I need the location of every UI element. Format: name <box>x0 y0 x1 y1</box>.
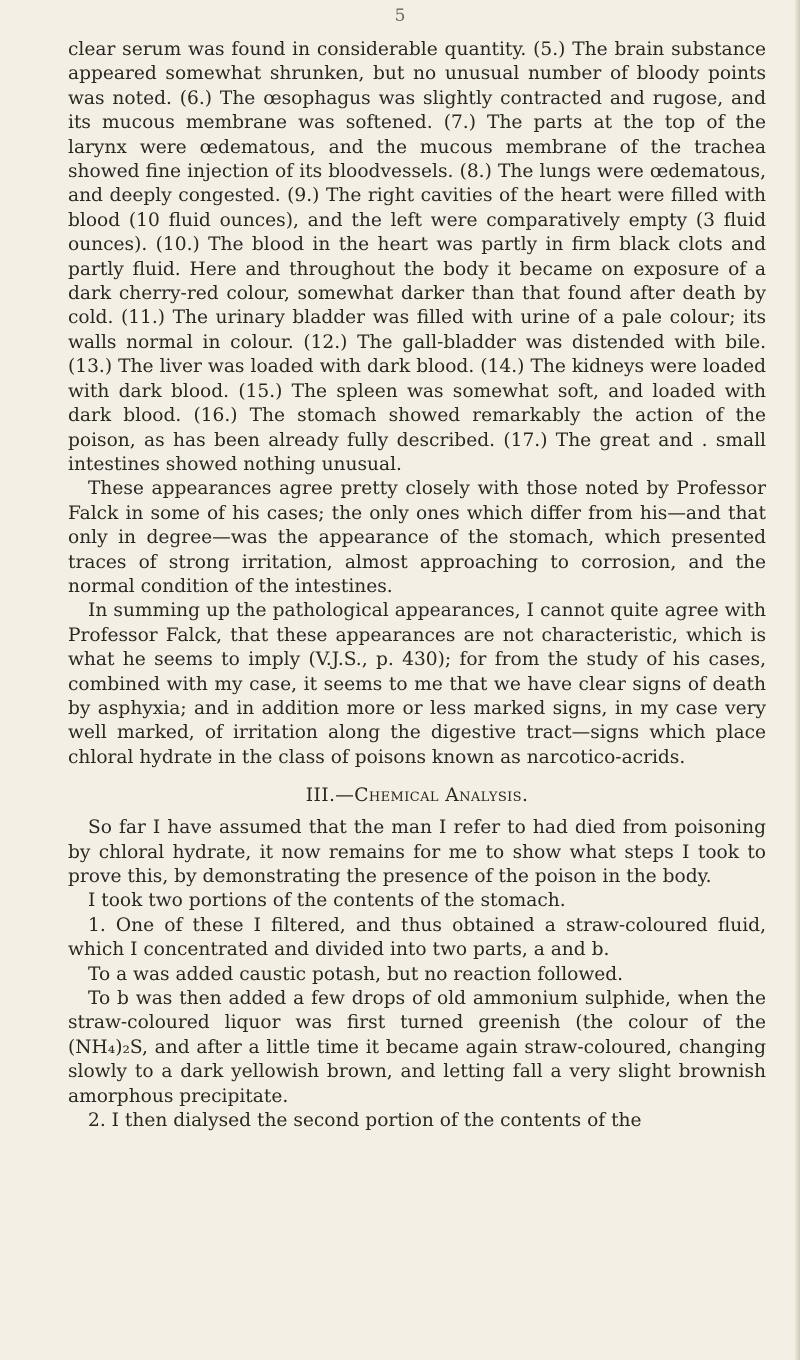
paragraph-second-portion: 2. I then dialysed the second portion of the contents of the <box>88 1110 642 1132</box>
paragraph-summary-pathology: In summing up the pathological appearances, I cannot quite agree with Professor Falck, that these appearances are not characteristic, which is what he seems to imply (V.J.S., p. 430); for from the study of his cases, combined with my case, it seems to me that we have clear signs of death by asphyxia; and in addition more or less marked signs, in my case very well marked, of irritation along the digestive tract—signs which place chloral hydrate in the class of poisons known as narcotico-acrids. <box>68 600 766 768</box>
section-heading <box>68 784 766 808</box>
section-heading-text: Chemical Analysis. <box>354 785 529 807</box>
paragraph-test-b: To b was then added a few drops of old ammonium sulphide, when the straw-coloured liquor was first turned greenish (the colour of the (NH₄)₂S, and after a little time it became again straw-coloured, changing slowly to a dark yellowish brown, and letting fall a very slight brownish amorphous precipitate. <box>68 988 766 1107</box>
paragraph-autopsy-findings: clear serum was found in considerable quantity. (5.) The brain substance appeared somewhat shrunken, but no unusual number of bloody points was noted. (6.) The œsophagus was slightly contracted and rugose, and its mucous membrane was softened. (7.) The parts at the top of the larynx were œdematous, and the mucous membrane of the trachea showed fine injection of its bloodvessels. (8.) The lungs were œdematous, and deeply congested. (9.) The right cavities of the heart were filled with blood (10 fluid ounces), and the left were comparatively empty (3 fluid ounces). (10.) The blood in the heart was partly in firm black clots and partly fluid. Here and throughout the body it became on exposure of a dark cherry-red colour, somewhat darker than that found after death by cold. (11.) The urinary bladder was filled with urine of a pale colour; its walls normal in colour. (12.) The gall-bladder was distended with bile. (13.) The liver was loaded with dark blood. (14.) The kidneys were loaded with dark blood. (15.) The spleen was somewhat soft, and loaded with dark blood. (16.) The stomach showed remarkably the action of the poison, as has been already fully described. (17.) The great and . small intestines showed nothing unusual. <box>68 39 766 475</box>
paragraph-first-portion: 1. One of these I filtered, and thus obtained a straw-coloured fluid, which I concentrated and divided into two parts, a and b. <box>68 914 766 961</box>
section-heading-number: III.— <box>305 785 355 807</box>
page-edge-shadow <box>794 0 800 1360</box>
paragraph-comparison-falck: These appearances agree pretty closely with those noted by Professor Falck in some of his cases; the only ones which differ from his—and that only in degree—was the appearance of the stomach, which presented traces of strong irritation, almost approaching to corrosion, and the normal condition of the intestines. <box>68 478 766 597</box>
paragraph-two-portions: I took two portions of the contents of the stomach. <box>88 890 566 912</box>
paragraph-test-a: To a was added caustic potash, but no reaction followed. <box>88 963 624 985</box>
page-number: 5 <box>394 6 406 26</box>
paragraph-chemical-intro: So far I have assumed that the man I refer to had died from poisoning by chloral hydrate, it now remains for me to show what steps I took to prove this, by demonstrating the presence of the poison in the body. <box>68 817 766 887</box>
